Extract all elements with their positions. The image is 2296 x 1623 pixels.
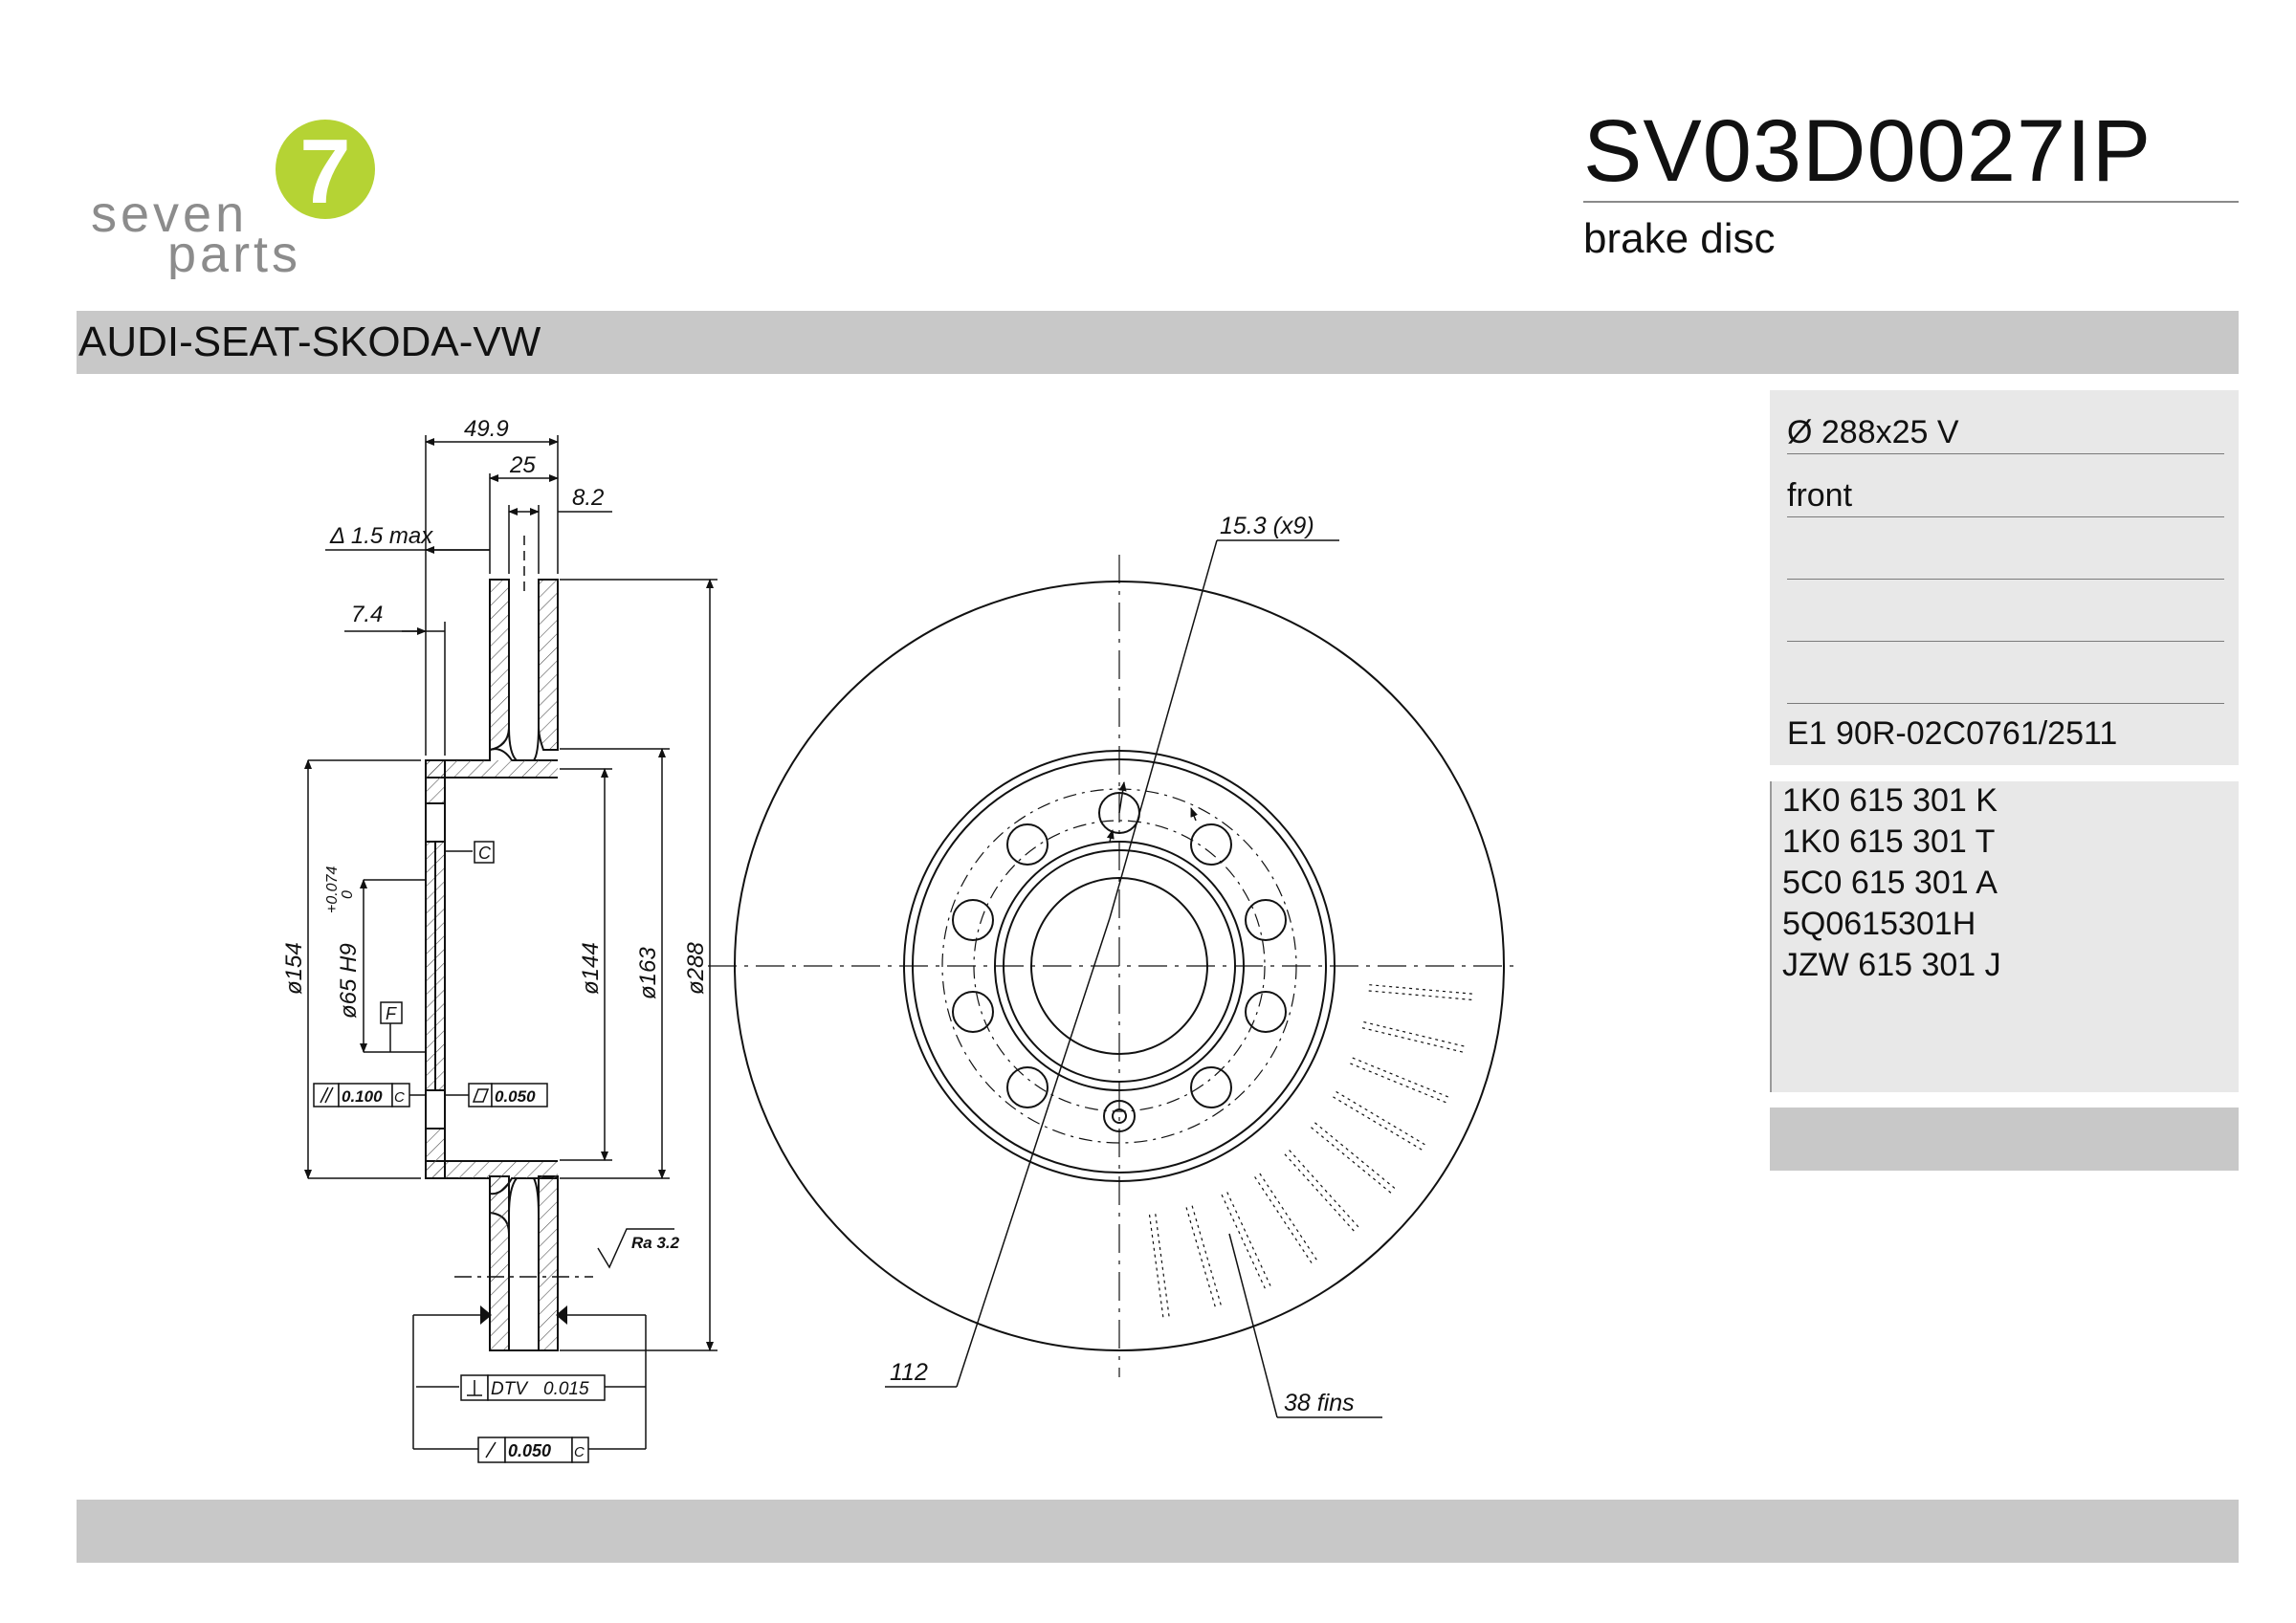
cooling-fin xyxy=(1227,1193,1271,1288)
part-type: brake disc xyxy=(1583,215,1776,262)
datum-c xyxy=(475,842,494,863)
bolt-hole xyxy=(1191,824,1231,865)
runout-ref: C xyxy=(574,1444,585,1460)
approval-number: E1 90R-02C0761/2511 xyxy=(1787,715,2118,752)
cooling-fin xyxy=(1150,1215,1164,1319)
dim-tol-top: +0.074 xyxy=(324,866,341,913)
logo-digit: 7 xyxy=(299,121,351,223)
dim-d163: ø163 xyxy=(635,947,661,999)
dim-tol-bottom: 0 xyxy=(340,890,356,899)
bolt-hole xyxy=(1246,900,1286,940)
cooling-fin xyxy=(1186,1207,1216,1308)
dim-hat-thickness: 7.4 xyxy=(351,602,384,627)
cooling-fin xyxy=(1362,1028,1465,1053)
front-view-leaders xyxy=(885,540,1382,1417)
oe-number: 5C0 615 301 A xyxy=(1782,865,1998,901)
datum-c-label: C xyxy=(478,844,491,863)
cooling-fins xyxy=(1150,985,1474,1319)
spec-row-axle: front xyxy=(1787,455,2224,517)
bolt-hole xyxy=(1007,824,1048,865)
cooling-fin xyxy=(1350,1064,1447,1104)
cooling-fin xyxy=(1260,1173,1318,1261)
dim-fins: 38 fins xyxy=(1284,1390,1355,1416)
brand-label: AUDI-SEAT-SKODA-VW xyxy=(78,318,541,365)
runout-value: 0.050 xyxy=(508,1441,552,1460)
cooling-fin xyxy=(1290,1151,1360,1229)
cooling-fin xyxy=(1311,1128,1392,1195)
oe-number: 1K0 615 301 T xyxy=(1782,823,1996,860)
cooling-fin xyxy=(1314,1123,1396,1190)
dim-d144: ø144 xyxy=(578,942,604,995)
cooling-fin xyxy=(1336,1091,1426,1145)
disc-cross-section xyxy=(426,536,593,1350)
dim-overall-width: 49.9 xyxy=(464,416,509,442)
dim-bolt-holes: 15.3 (x9) xyxy=(1220,513,1314,539)
dim-pcd: 112 xyxy=(890,1359,928,1386)
dim-inner: 8.2 xyxy=(572,485,605,511)
parallelism-ref: C xyxy=(394,1089,405,1106)
flatness-value: 0.050 xyxy=(495,1087,536,1106)
bolt-hole xyxy=(1007,1067,1048,1108)
cooling-fin xyxy=(1353,1058,1450,1098)
datum-f xyxy=(381,1002,402,1023)
cooling-fin xyxy=(1255,1176,1314,1264)
bolt-hole xyxy=(1246,992,1286,1032)
dtv-value: 0.015 xyxy=(543,1379,589,1399)
dim-runout-max: Δ 1.5 max xyxy=(330,523,433,549)
cooling-fin xyxy=(1369,985,1474,995)
dim-d154: ø154 xyxy=(281,942,307,995)
disc-front-view xyxy=(708,555,1521,1377)
oe-number: JZW 615 301 J xyxy=(1782,947,2001,983)
logo-line2: parts xyxy=(167,226,302,279)
cooling-fin xyxy=(1222,1195,1266,1290)
spec-row-dimension: Ø 288x25 V xyxy=(1787,392,2224,454)
oe-number: 5Q0615301H xyxy=(1782,906,1976,942)
cooling-fin xyxy=(1285,1154,1356,1233)
bolt-hole xyxy=(953,992,993,1032)
cooling-fin xyxy=(1156,1214,1170,1318)
cooling-fin xyxy=(1333,1097,1424,1151)
dim-thickness: 25 xyxy=(510,452,536,478)
dtv-label: DTV xyxy=(491,1379,527,1399)
cross-section-dimensions xyxy=(308,435,718,1449)
datum-f-label: F xyxy=(386,1004,396,1023)
cooling-fin xyxy=(1192,1206,1222,1307)
dim-roughness: Ra 3.2 xyxy=(631,1234,680,1252)
oe-number: 1K0 615 301 K xyxy=(1782,782,1998,819)
bolt-hole xyxy=(1191,1067,1231,1108)
parallelism-value: 0.100 xyxy=(342,1087,383,1106)
part-number: SV03D0027IP xyxy=(1583,102,2152,200)
dim-d288: ø288 xyxy=(683,942,709,995)
dim-d65: ø65 H9 xyxy=(336,943,362,1019)
cooling-fin xyxy=(1363,1022,1466,1047)
logo-line1: seven xyxy=(91,186,249,243)
bolt-hole xyxy=(953,900,993,940)
